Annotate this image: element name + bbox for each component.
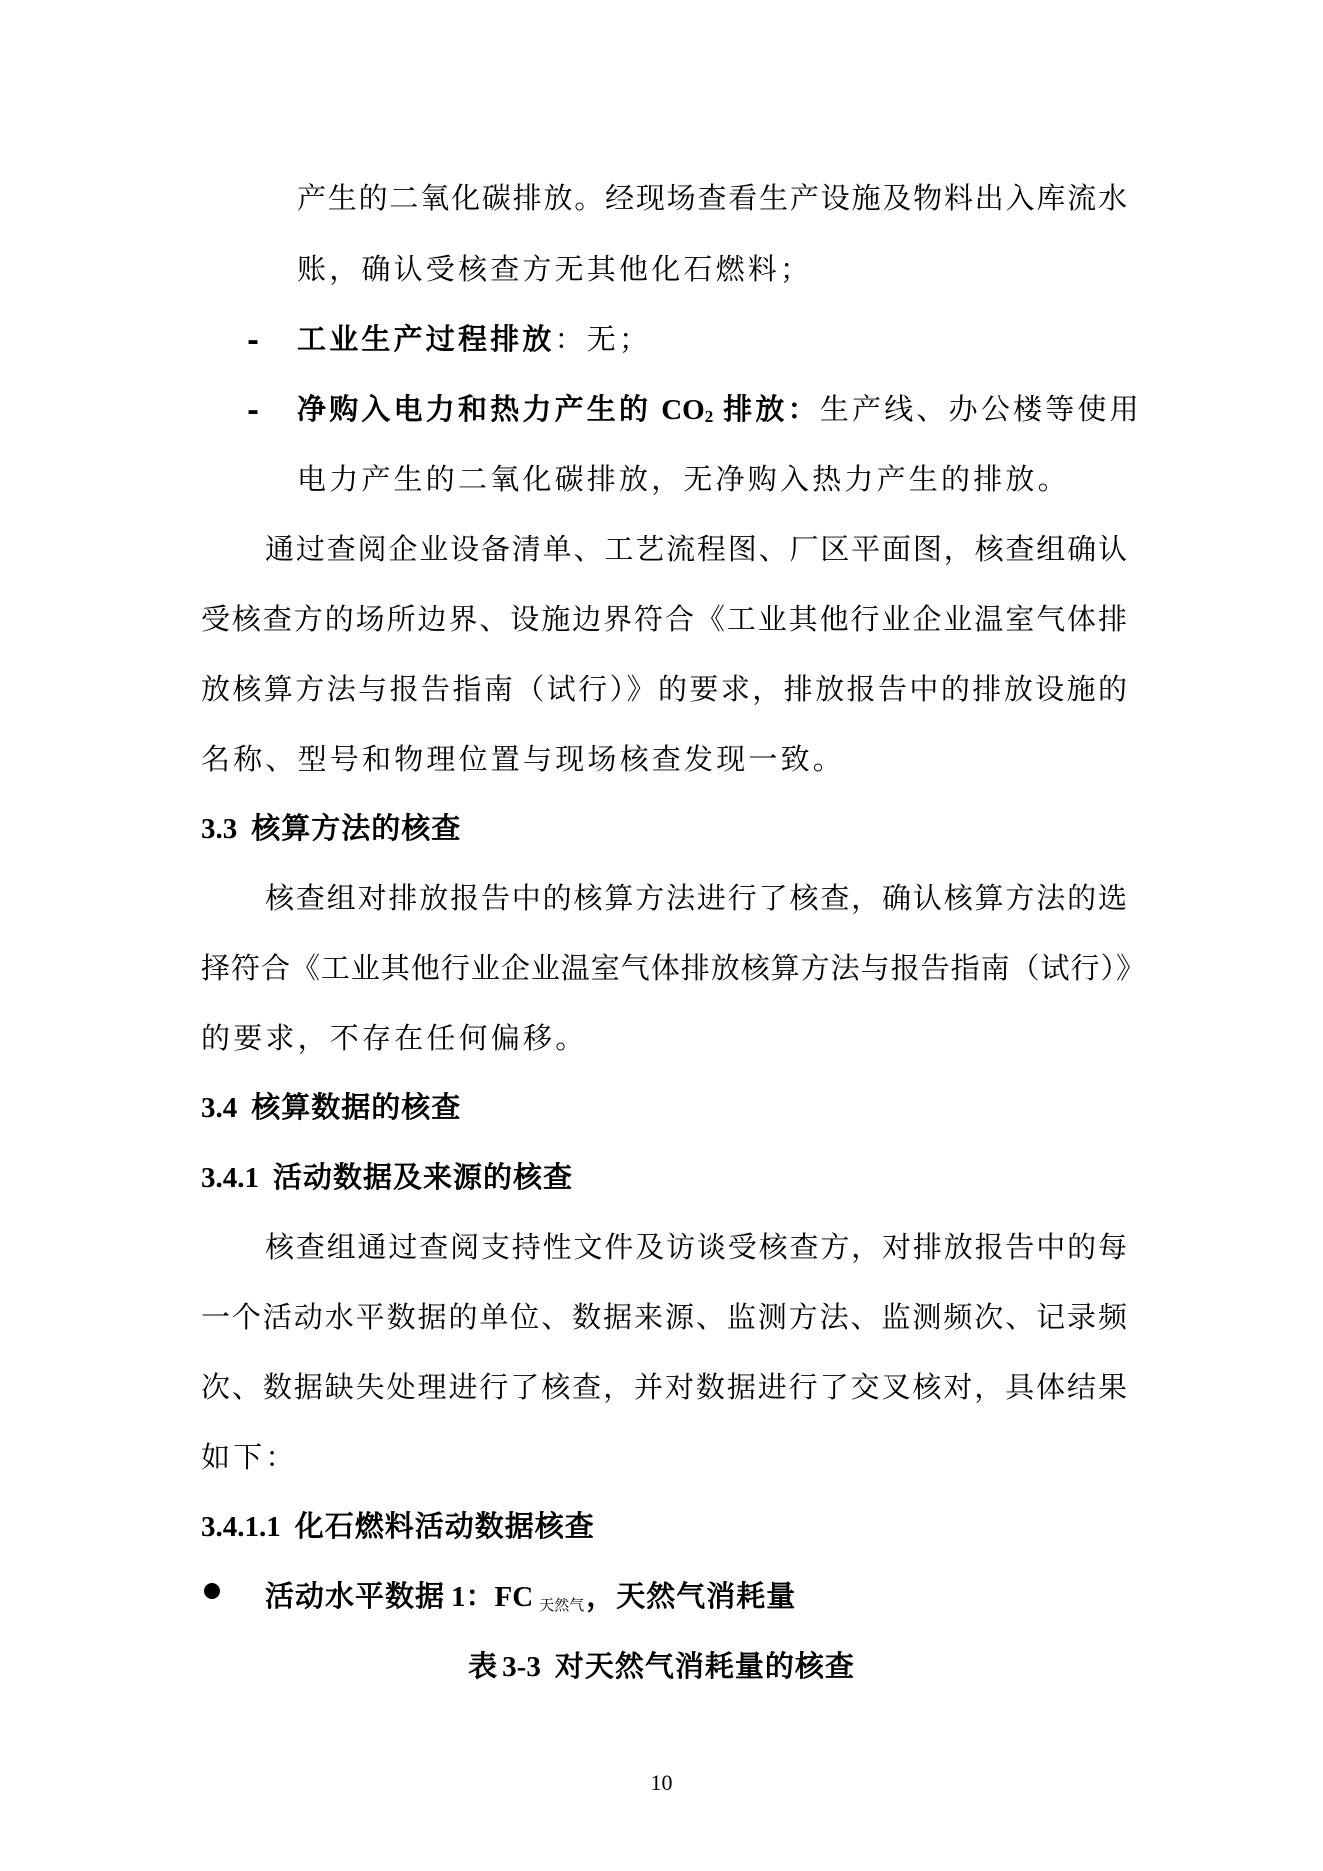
paragraph-line: 账，确认受核查方无其他化石燃料； [297, 252, 813, 286]
list-item-label: 净购入电力和热力产生的 [297, 392, 652, 426]
paragraph-line: 次、数据缺失处理进行了核查，并对数据进行了交叉核对，具体结果 [201, 1370, 1127, 1404]
section-heading-3-4-1-1: 3.4.1.1 化石燃料活动数据核查 [201, 1509, 595, 1543]
list-item-label: 工业生产过程排放 [297, 322, 555, 356]
section-heading-3-4: 3.4 核算数据的核查 [201, 1090, 462, 1124]
paragraph-line: 核查组通过查阅支持性文件及访谈受核查方，对排放报告中的每 [265, 1230, 1127, 1264]
bullet-label: 活动水平数据 [265, 1579, 446, 1613]
paragraph-line: 一个活动水平数据的单位、数据来源、监测方法、监测频次、记录频 [201, 1300, 1127, 1334]
list-item-power [297, 389, 1142, 437]
paragraph-line: 核查组对排放报告中的核算方法进行了核查，确认核算方法的选 [265, 881, 1127, 915]
paragraph-line: 名称、型号和物理位置与现场核查发现一致。 [201, 742, 846, 776]
paragraph-line: 电力产生的二氧化碳排放，无净购入热力产生的排放。 [297, 462, 1070, 496]
paragraph-line: 受核查方的场所边界、设施边界符合《工业其他行业企业温室气体排 [201, 602, 1127, 636]
bullet-label-subscript: 天然气 [539, 1596, 585, 1614]
list-dash-icon: - [247, 323, 260, 357]
paragraph-line: 择符合《工业其他行业企业温室气体排放核算方法与报告指南（试行）》 [201, 951, 1145, 985]
paragraph-line: 放核算方法与报告指南（试行）》的要求，排放报告中的排放设施的 [201, 672, 1127, 706]
paragraph-line: 通过查阅企业设备清单、工艺流程图、厂区平面图，核查组确认 [265, 532, 1127, 566]
table-caption: 表 3-3 对天然气消耗量的核查 [468, 1649, 855, 1683]
co2-formula: $CO_2$ [661, 394, 714, 426]
paragraph-line: 如下： [201, 1440, 298, 1474]
bullet-label-num: 1：FC [451, 1581, 534, 1613]
section-heading-3-4-1: 3.4.1 活动数据及来源的核查 [201, 1160, 574, 1194]
paragraph-line: 的要求，不存在任何偏移。 [201, 1021, 588, 1055]
bullet-label-tail: ，天然气消耗量 [586, 1579, 797, 1613]
list-item-value: ：无； [554, 322, 652, 356]
bullet-dot-icon [204, 1583, 220, 1599]
list-item-value: 生产线、办公楼等使用 [819, 392, 1142, 426]
section-heading-3-3: 3.3 核算方法的核查 [201, 811, 462, 845]
list-item-label-end: 排放： [723, 392, 820, 426]
bullet-item-activity-data [265, 1576, 796, 1625]
page-number: 10 [650, 1770, 673, 1795]
paragraph-line: 产生的二氧化碳排放。经现场查看生产设施及物料出入库流水 [297, 181, 1127, 215]
list-item-industrial [297, 319, 651, 359]
list-dash-icon: - [247, 393, 260, 427]
